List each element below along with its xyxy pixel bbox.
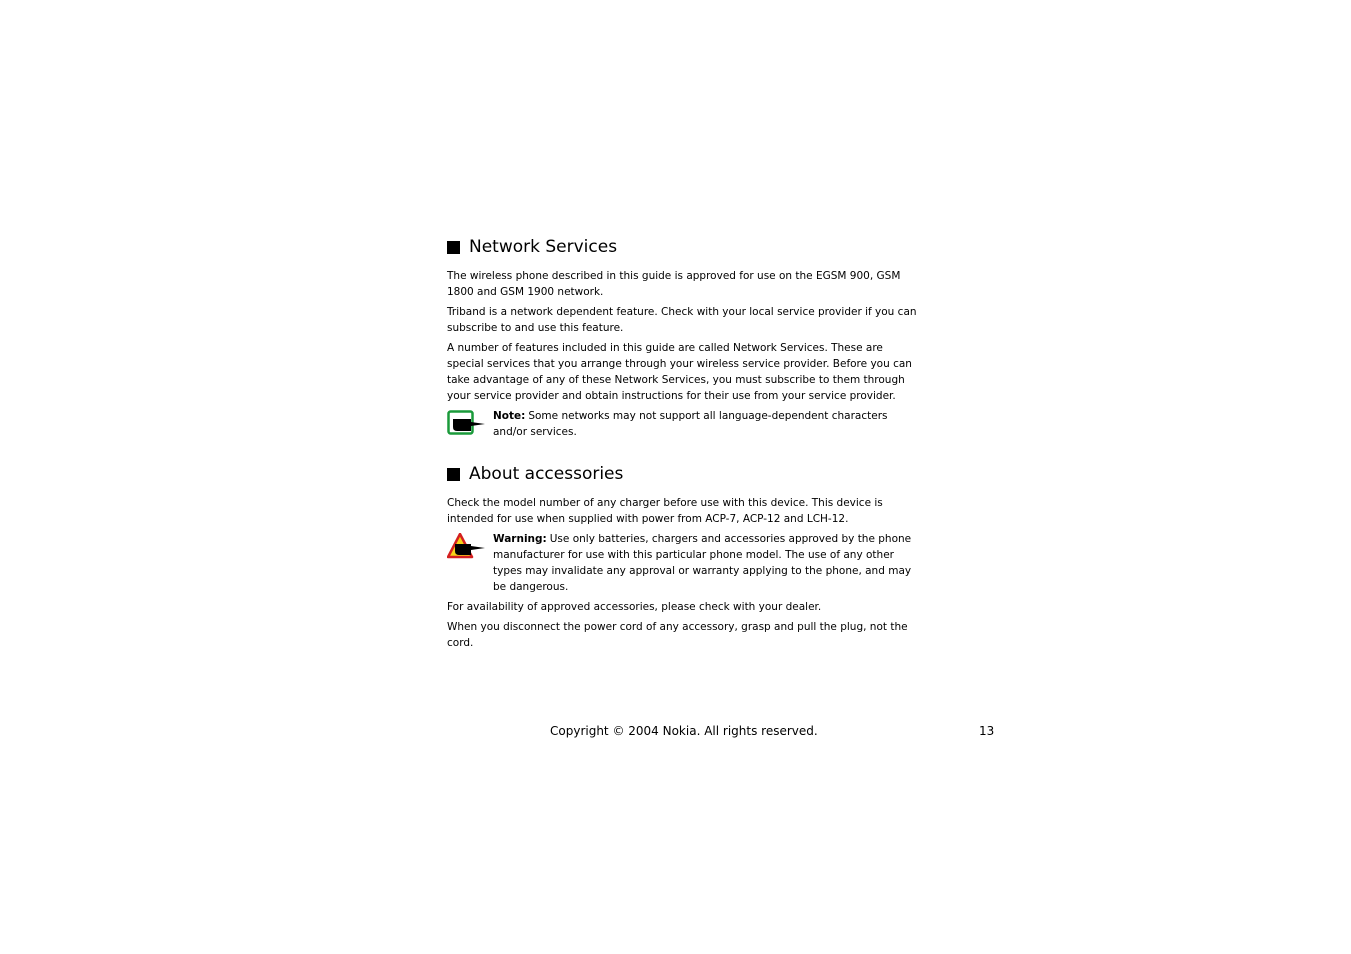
warning-hand-icon xyxy=(447,533,487,559)
note-lead: Note: xyxy=(493,410,526,422)
heading-bullet-square xyxy=(447,241,460,254)
paragraph: The wireless phone described in this guide is approved for use on the EGSM 900, GSM 1800 and GSM 1900 network. xyxy=(447,270,901,298)
paragraph: Triband is a network dependent feature. Check with your local service provider if you can subscribe to and use this feature. xyxy=(447,306,917,334)
warning-text xyxy=(493,531,917,595)
note-hand-icon xyxy=(447,410,487,436)
section-heading-about-accessories xyxy=(447,463,917,485)
paragraph: When you disconnect the power cord of any accessory, grasp and pull the plug, not the cord. xyxy=(447,621,908,649)
warning-body: Use only batteries, chargers and accessories approved by the phone manufacturer for use with this particular phone model. The use of any other types may invalidate any approval or warranty applying to the phone, and may be dangerous. xyxy=(493,533,912,593)
warning-callout xyxy=(447,531,917,595)
paragraph: For availability of approved accessories, please check with your dealer. xyxy=(447,601,822,613)
note-body: Some networks may not support all language-dependent characters and/or services. xyxy=(493,410,888,438)
section-heading-text: About accessories xyxy=(469,464,624,484)
section-heading-network-services xyxy=(447,236,917,258)
copyright-text: Copyright © 2004 Nokia. All rights reserved. xyxy=(550,724,818,738)
paragraph: A number of features included in this guide are called Network Services. These are special services that you arrange through your wireless service provider. Before you can take advantage of any of these Network Services, you must subscribe to them through your service provider and obtain instructions for their use from your service provider. xyxy=(447,342,912,402)
page-number: 13 xyxy=(979,724,995,738)
warning-lead: Warning: xyxy=(493,533,547,545)
page-content xyxy=(447,236,917,655)
note-callout xyxy=(447,408,917,440)
heading-bullet-square xyxy=(447,468,460,481)
note-text xyxy=(493,408,917,440)
page-footer xyxy=(0,722,1351,742)
section-heading-text: Network Services xyxy=(469,237,618,257)
paragraph: Check the model number of any charger before use with this device. This device is intended for use when supplied with power from ACP-7, ACP-12 and LCH-12. xyxy=(447,497,883,525)
